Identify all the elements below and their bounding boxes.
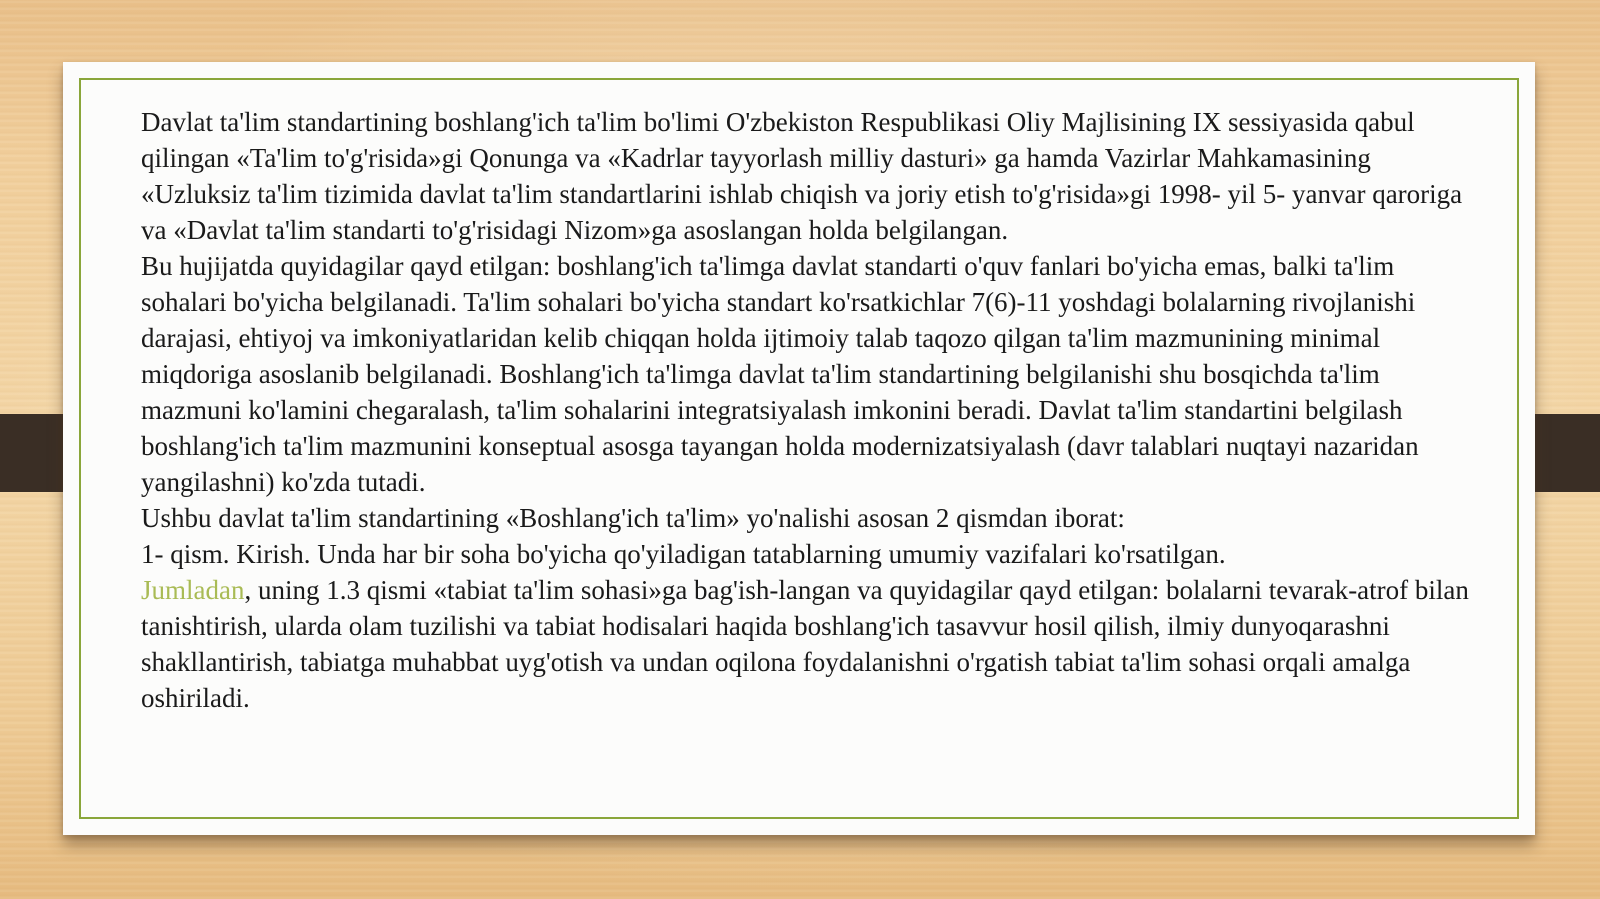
paragraph-nature-section	[141, 572, 1471, 716]
paragraph-structure: Ushbu davlat ta'lim standartining «Boshlang'ich ta'lim» yo'nalishi asosan 2 qismdan iborat:	[141, 503, 1125, 533]
paragraph-nature-text: , uning 1.3 qismi «tabiat ta'lim sohasi»ga bag'ish-langan va quyidagilar qayd etilgan: bolalarni tevarak-atrof bilan tanishtirish, ularda olam tuzilishi va tabiat hodisalari haqida boshlang'ich tasavvur hosil qilish, ilmiy dunyoqarashni shakllantirish, tabiatga muhabbat uyg'otish va undan oqilona foydalanishni o'rgatish tabiat ta'lim sohasi orqali amalga oshiriladi.	[141, 575, 1469, 713]
highlighted-word: Jumladan	[141, 575, 245, 605]
paragraph-intro: Davlat ta'lim standartining boshlang'ich ta'lim bo'limi O'zbekiston Respublikasi Oliy Majlisining IX sessiyasida qabul qilingan «Ta'lim to'g'risida»gi Qonunga va «Kadrlar tayyorlash milliy dasturi» ga hamda Vazirlar Mahkamasining «Uzluksiz ta'lim tizimida davlat ta'lim standartlarini ishlab chiqish va joriy etish to'g'risida»gi 1998- yil 5- yanvar qaroriga va «Davlat ta'lim standarti to'g'risidagi Nizom»ga asoslangan holda belgilangan.	[141, 107, 1463, 245]
slide-text-body	[141, 104, 1471, 716]
paragraph-document-content: Bu hujijatda quyidagilar qayd etilgan: boshlang'ich ta'limga davlat standarti o'quv fanlari bo'yicha emas, balki ta'lim sohalari bo'yicha belgilanadi. Ta'lim sohalari bo'yicha standart ko'rsatkichlar 7(6)-11 yoshdagi bolalarning rivojlanishi darajasi, ehtiyoj va imkoniyatlaridan kelib chiqqan holda ijtimoiy talab taqozo qilgan ta'lim mazmunining minimal miqdoriga asoslanib belgilanadi. Boshlang'ich ta'limga davlat ta'lim standartining belgilanishi shu bosqichda ta'lim mazmuni ko'lamini chegaralash, ta'lim sohalarini integratsiyalash imkonini beradi. Davlat ta'lim standartini belgilash boshlang'ich ta'lim mazmunini konseptual asosga tayangan holda modernizatsiyalash (davr talablari nuqtayi nazaridan yangilashni) ko'zda tutadi.	[141, 251, 1419, 497]
paragraph-part-one: 1- qism. Kirish. Unda har bir soha bo'yicha qo'yiladigan tatablarning umumiy vazifalari ko'rsatilgan.	[141, 539, 1226, 569]
